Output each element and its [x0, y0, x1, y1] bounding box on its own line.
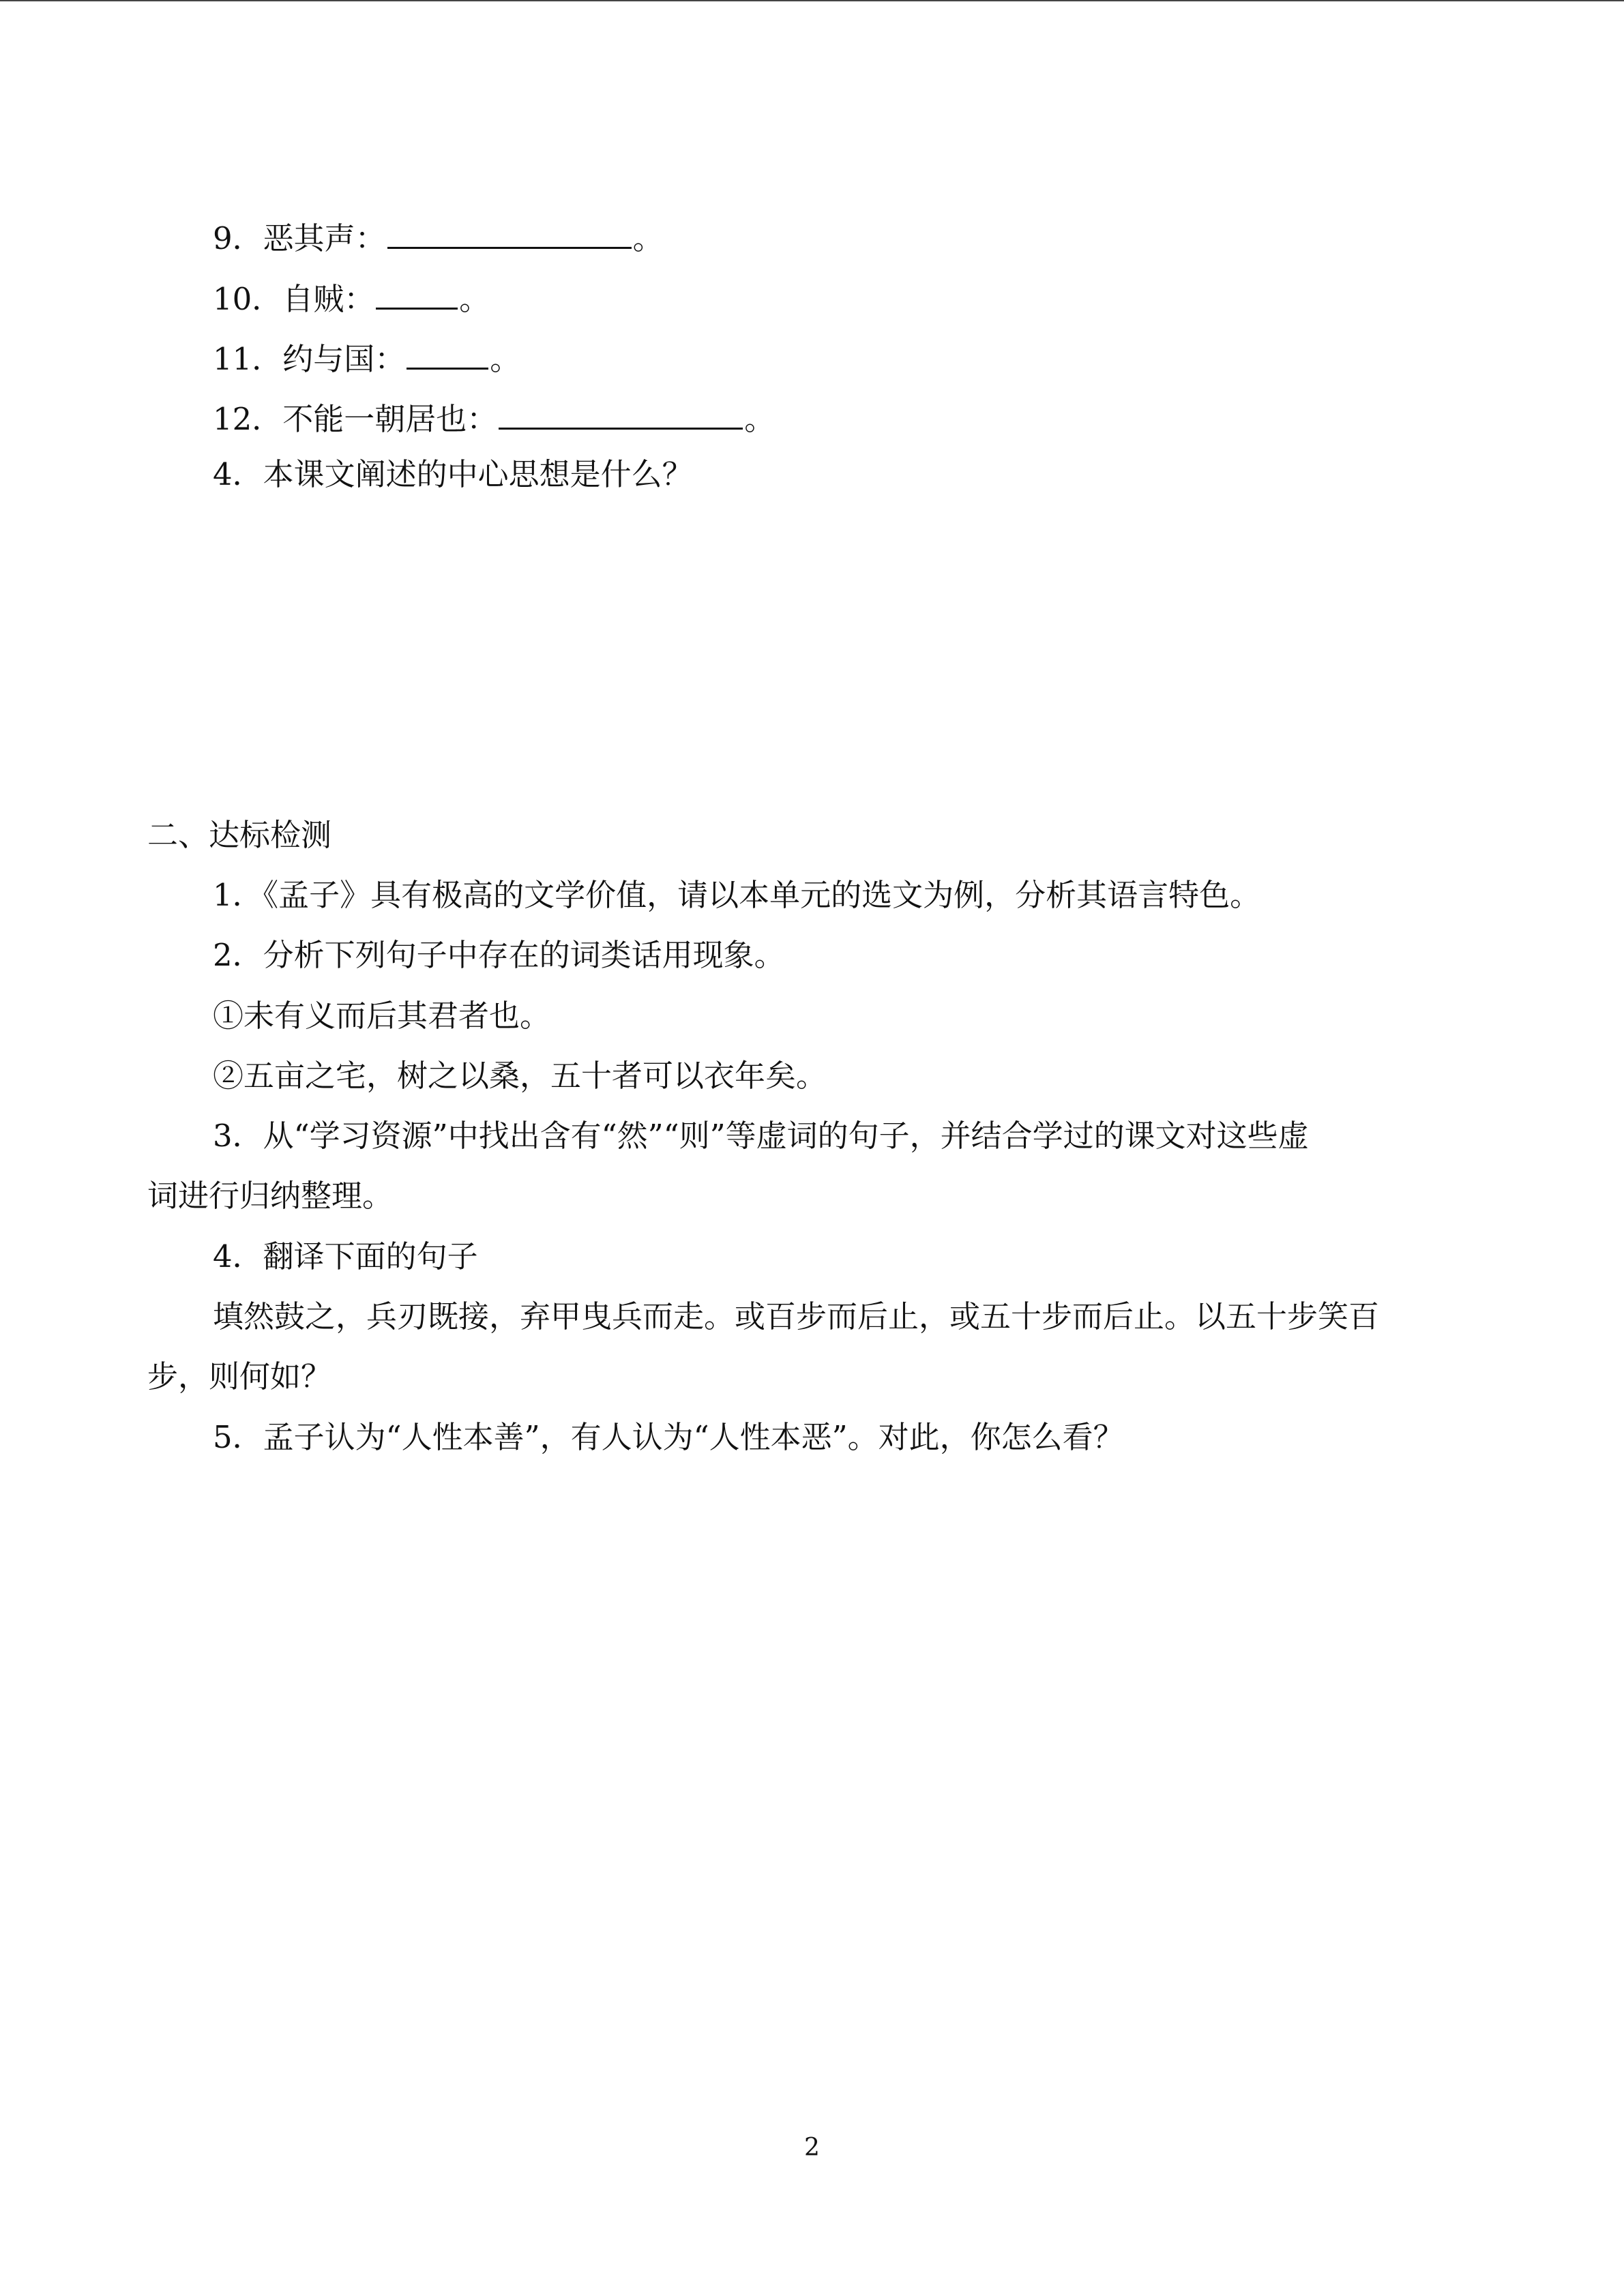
question-2: 2．分析下列句子中存在的词类话用现象。 [213, 937, 785, 973]
item-9-blank[interactable] [387, 213, 632, 249]
question-4-passage-line-2: 步，则何如？ [147, 1358, 332, 1395]
question-2-sentence-2: ②五亩之宅，树之以桑，五十者可以衣年矣。 [213, 1058, 827, 1094]
question-3-line-1: 3．从“学习资源”中找出含有“然”“则”等虚词的句子，并结合学过的课文对这些虚 [213, 1118, 1309, 1154]
question-4-passage-line-1: 填然鼓之，兵刃既接，弃甲曳兵而走。或百步而后止，或五十步而后止。以五十步笑百 [213, 1298, 1380, 1335]
item-10-blank[interactable] [376, 273, 458, 310]
question-5: 5．孟子认为“人性本善”，有人认为“人性本恶”。对此，你怎么看？ [213, 1419, 1124, 1455]
item-9: 9．恶其声： 。 [213, 213, 664, 259]
page-top-border [0, 0, 1624, 1]
item-11-label: 11．约与国： [213, 341, 406, 377]
question-3-line-2: 词进行归纳整理。 [147, 1178, 394, 1214]
question-2-sentence-1: ①未有义而后其君者也。 [213, 998, 551, 1034]
item-11-blank[interactable] [407, 333, 488, 370]
item-11: 11．约与国： 。 [213, 333, 520, 380]
item-12-label: 12．不能一朝居也： [213, 401, 498, 437]
question-4: 4．翻译下面的句子 [213, 1238, 478, 1274]
question-1: 1．《孟子》具有极高的文学价值，请以本单元的选文为例，分析其语言特色。 [213, 877, 1261, 913]
item-12: 12．不能一朝居也： 。 [213, 393, 775, 440]
item-10: 10．自贼： 。 [213, 273, 490, 320]
question-central-idea: 4．本课文阐述的中心思想是什么？ [213, 456, 693, 492]
item-9-label: 9．恶其声： [213, 220, 386, 256]
page-number: 2 [804, 2134, 820, 2162]
item-10-label: 10．自贼： [213, 281, 375, 317]
section-heading: 二、达标检测 [147, 817, 332, 853]
item-12-blank[interactable] [499, 393, 743, 430]
